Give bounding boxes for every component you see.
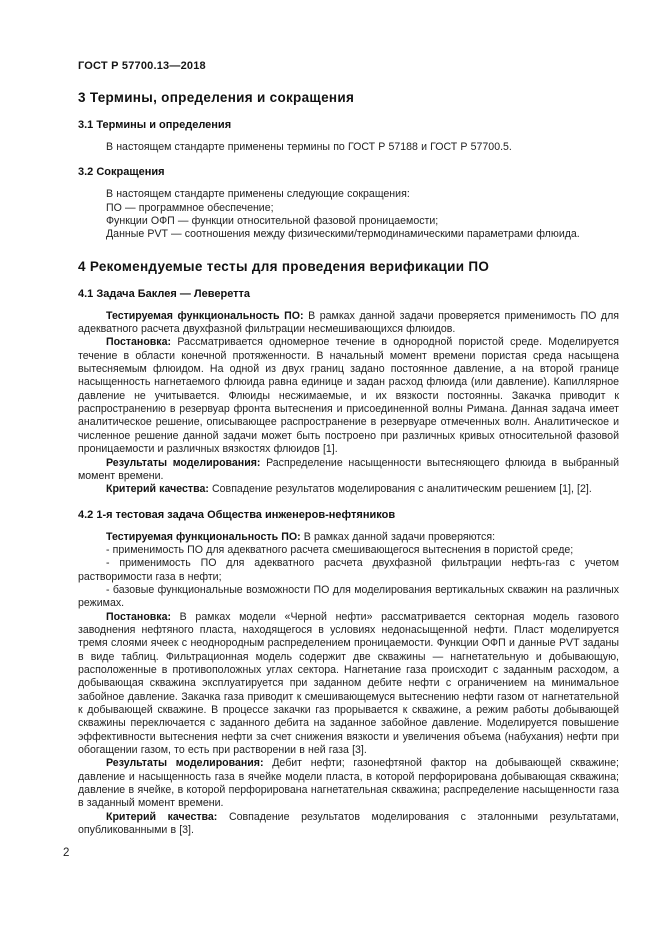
paragraph-lead: Постановка:	[106, 610, 172, 623]
paragraph-lead: Тестируемая функциональность ПО:	[106, 530, 301, 543]
subsection-heading: 4.1 Задача Баклея — Леверетта	[78, 287, 251, 300]
subsection-heading: 4.2 1-я тестовая задача Общества инженеров-нефтяников	[78, 508, 396, 521]
paragraph: Результаты моделирования: Дебит нефти; газонефтяной фактор на добывающей скважине; давление и насыщенность газа в ячейке модели пласта, в которой перфорирована добывающая скважина; давление в ячейке, в которой перфорирована нагнетательная скважина; распределение насыщенности газа в заданный момент времени.	[78, 757, 619, 810]
paragraph: - применимость ПО для адекватного расчета двухфазной фильтрации нефть-газ с учетом растворимости газа в нефти;	[78, 557, 619, 583]
paragraph: - применимость ПО для адекватного расчета смешивающегося вытеснения в пористой среде;	[106, 543, 574, 556]
subsection-heading: 3.2 Сокращения	[78, 166, 165, 179]
running-header-document-code: ГОСТ Р 57700.13—2018	[78, 60, 206, 72]
paragraph: Тестируемая функциональность ПО: В рамках данной задачи проверяется применимость ПО для адекватного расчета двухфазной фильтрации несмешивающихся флюидов.	[78, 309, 619, 336]
paragraph: Постановка: Рассматривается одномерное течение в однородной пористой среде. Моделируется течение в области конечной протяженности. В начальный момент времени пористая среда насыщена вытесняемым флюидом. На одной из двух границ задано постоянное давление, а на второй границе насыщенность нагнетаемого флюида равна единице и задан расход флюида (или давление). Капиллярное давление не учитывается. Флюиды несжимаемые, и их вязкости постоянны. Закачка приводит к распространению в резервуар фронта вытеснения и присоединенной волны Римана. Данная задача имеет аналитическое решение, описывающее распространение в резервуаре отмеченных волн. Аналитическое и численное решение данной задачи может быть построено при различных кривых относительной фазовой проницаемости и различных вязкостях флюидов [1].	[78, 336, 619, 456]
paragraph-lead: Результаты моделирования:	[106, 757, 264, 770]
section-heading: 4 Рекомендуемые тесты для проведения верификации ПО	[78, 258, 490, 274]
paragraph: Результаты моделирования: Распределение насыщенности вытесняющего флюида в выбранный момент времени.	[78, 456, 619, 482]
paragraph-lead: Тестируемая функциональность ПО:	[106, 309, 304, 322]
paragraph: ПО — программное обеспечение;	[106, 201, 274, 214]
paragraph-lead: Постановка:	[106, 336, 172, 349]
paragraph-lead: Результаты моделирования:	[106, 456, 261, 469]
paragraph: Критерий качества: Совпадение результатов моделирования с аналитическим решением [1], [2].	[106, 483, 592, 496]
paragraph-lead: Критерий качества:	[106, 483, 209, 496]
paragraph: В настоящем стандарте применены следующие сокращения:	[106, 188, 410, 201]
paragraph: Функции ОФП — функции относительной фазовой проницаемости;	[106, 215, 439, 228]
paragraph: Постановка: В рамках модели «Черной нефти» рассматривается секторная модель газового заводнения нефтяного пласта, находящегося в условиях недонасыщенной нефти. Пласт моделируется тремя слоями ячеек с неоднородным распределением проницаемости. Функции ОФП и данные PVT заданы в виде таблиц. Фильтрационная модель содержит две скважины — нагнетательную и добывающую, расположенные в противоположных углах сектора. Нагнетание газа происходит с заданным расходом, а добывающая скважина эксплуатируется при заданном дебите нефти с ограничением на минимальное забойное давление. Закачка газа приводит к смешивающемуся вытеснению нефти газом от нагнетательной к добывающей скважине. В процессе закачки газ прорывается к скважине, а режим работы добывающей скважины переключается с заданного дебита на заданное забойное давление. Моделируется повышение эффективности вытеснения нефти за счет снижения вязкости и увеличения объема (набухания) нефти при обогащении газом, то есть при растворении в ней газа [3].	[78, 610, 619, 757]
paragraph-lead: Критерий качества:	[106, 810, 218, 823]
paragraph: Данные PVT — соотношения между физическими/термодинамическими параметрами флюида.	[106, 228, 580, 241]
subsection-heading: 3.1 Термины и определения	[78, 119, 232, 131]
paragraph: Тестируемая функциональность ПО: В рамках данной задачи проверяются:	[106, 530, 496, 543]
document-content	[78, 73, 619, 837]
section-heading: 3 Термины, определения и сокращения	[78, 90, 355, 105]
paragraph: Критерий качества: Совпадение результатов моделирования с эталонными результатами, опубликованными в [3].	[78, 810, 620, 837]
page-number: 2	[63, 847, 70, 859]
paragraph: - базовые функциональные возможности ПО для моделирования вертикальных скважин на различных режимах.	[78, 583, 619, 610]
paragraph: В настоящем стандарте применены термины по ГОСТ Р 57188 и ГОСТ Р 57700.5.	[106, 141, 512, 153]
